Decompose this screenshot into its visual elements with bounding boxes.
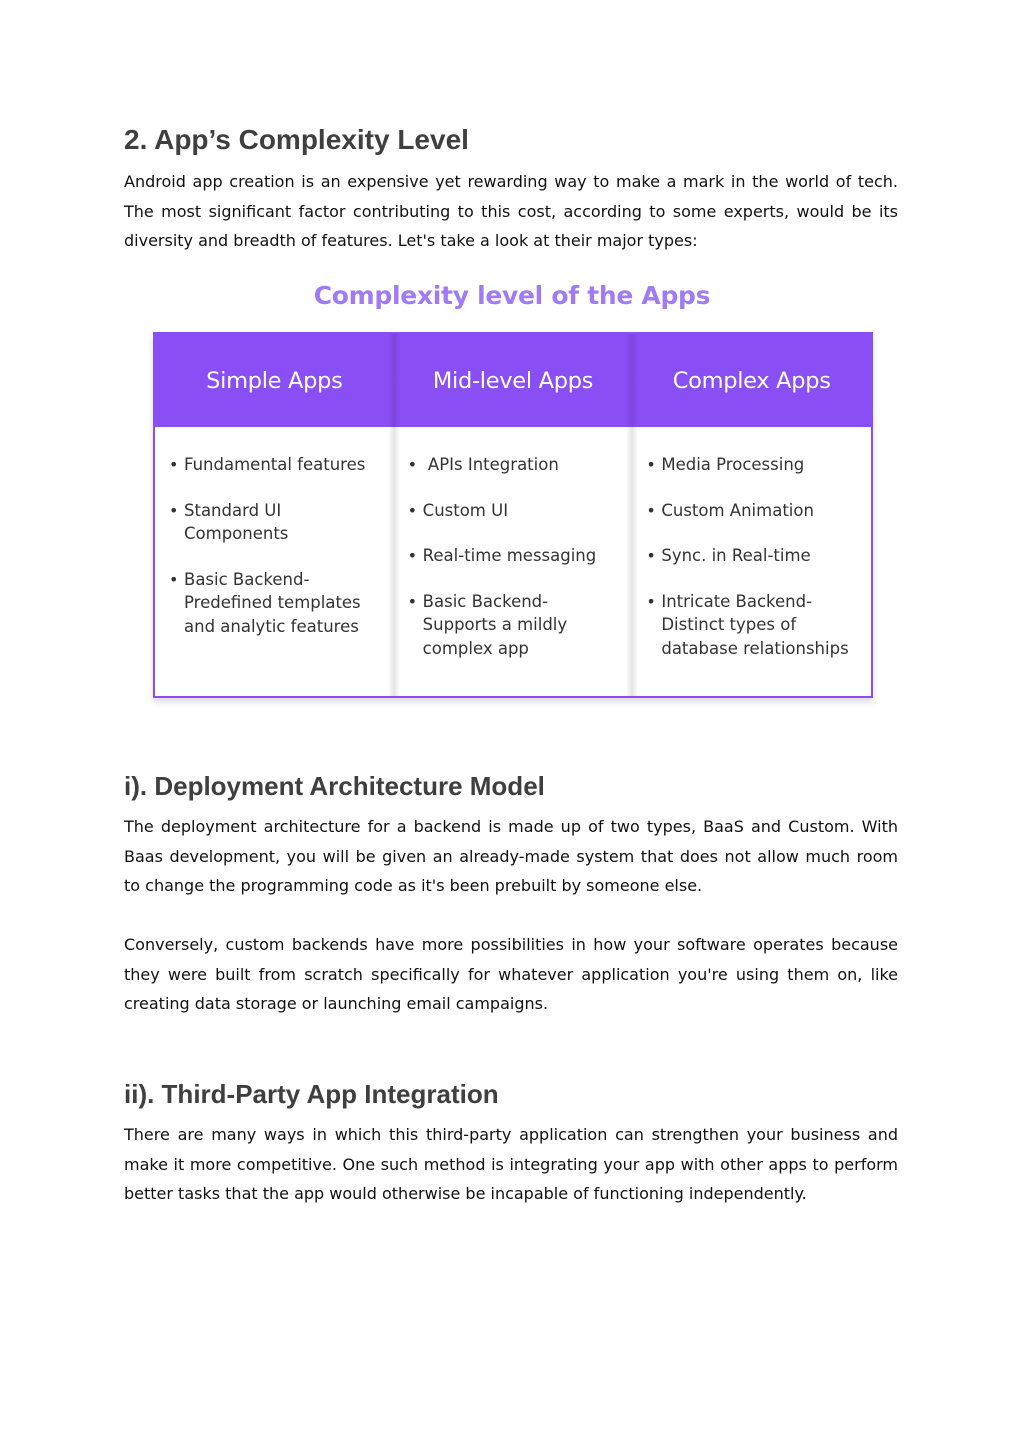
third-party-paragraph: There are many ways in which this third-party application can strengthen your business and make it more competitive. One such method is integrating your app with other apps to perform better tasks that the app would otherwise be incapable of functioning independently.	[124, 1125, 898, 1204]
column-mid-level-apps	[394, 334, 633, 696]
list-item-text: Custom UI	[422, 500, 509, 520]
list-item-text: Custom Animation	[661, 500, 814, 520]
list-item	[646, 499, 861, 523]
list-item-text: Real-time messaging	[422, 546, 597, 565]
column-body	[155, 427, 394, 638]
column-header: Complex Apps	[632, 334, 871, 427]
list-item	[408, 544, 623, 568]
list-item	[646, 590, 861, 661]
list-item-text: Fundamental features	[184, 455, 366, 474]
column-header: Mid-level Apps	[394, 334, 633, 427]
bullet-icon: •	[169, 569, 179, 589]
infographic-title: Complexity level of the Apps	[313, 281, 711, 310]
complexity-table	[153, 332, 873, 698]
list-item	[169, 453, 384, 477]
list-item	[646, 453, 861, 477]
bullet-icon: •	[646, 546, 656, 565]
list-item	[646, 544, 861, 568]
list-item-text: APIs Integration	[422, 455, 559, 474]
bullet-icon: •	[646, 500, 656, 520]
bullet-icon: •	[407, 546, 418, 565]
list-item	[169, 499, 384, 546]
section-heading-third-party: ii). Third-Party App Integration	[124, 1079, 499, 1109]
list-item	[408, 499, 623, 523]
column-complex-apps	[632, 334, 871, 696]
bullet-icon: •	[169, 500, 179, 520]
list-item	[408, 590, 623, 661]
bullet-icon: •	[646, 591, 656, 611]
column-body	[632, 427, 871, 660]
column-header: Simple Apps	[155, 334, 394, 427]
bullet-icon: •	[169, 455, 179, 474]
bullet-icon: •	[646, 455, 656, 474]
intro-paragraph: Android app creation is an expensive yet rewarding way to make a mark in the world of tech. The most significant factor contributing to this cost, according to some experts, would be its diversity and breadth of features. Let's take a look at their major types:	[124, 172, 898, 251]
column-body	[394, 427, 633, 660]
list-item-text: Basic Backend- Supports a mildly complex app	[422, 591, 568, 658]
complexity-infographic	[0, 270, 1024, 720]
section-heading-deployment: i). Deployment Architecture Model	[124, 771, 545, 801]
list-item-text: Intricate Backend- Distinct types of database relationships	[661, 591, 849, 658]
list-item	[408, 453, 623, 477]
list-item-text: Basic Backend- Predefined templates and analytic features	[184, 569, 361, 636]
section-heading-complexity: 2. App’s Complexity Level	[124, 124, 469, 155]
bullet-icon: •	[407, 455, 418, 474]
list-item-text: Sync. in Real-time	[661, 546, 811, 565]
deployment-paragraph-1: The deployment architecture for a backend is made up of two types, BaaS and Custom. With Baas development, you will be given an already-made system that does not allow much room to change the programming code as it's been prebuilt by someone else.	[124, 817, 898, 896]
list-item	[169, 568, 384, 639]
column-simple-apps	[155, 334, 394, 696]
bullet-icon: •	[407, 500, 418, 520]
bullet-icon: •	[407, 591, 418, 611]
deployment-paragraph-2: Conversely, custom backends have more possibilities in how your software operates because they were built from scratch specifically for whatever application you're using them on, like creating data storage or launching email campaigns.	[124, 935, 898, 1014]
list-item-text: Media Processing	[661, 455, 805, 474]
list-item-text: Standard UI Components	[184, 500, 289, 543]
